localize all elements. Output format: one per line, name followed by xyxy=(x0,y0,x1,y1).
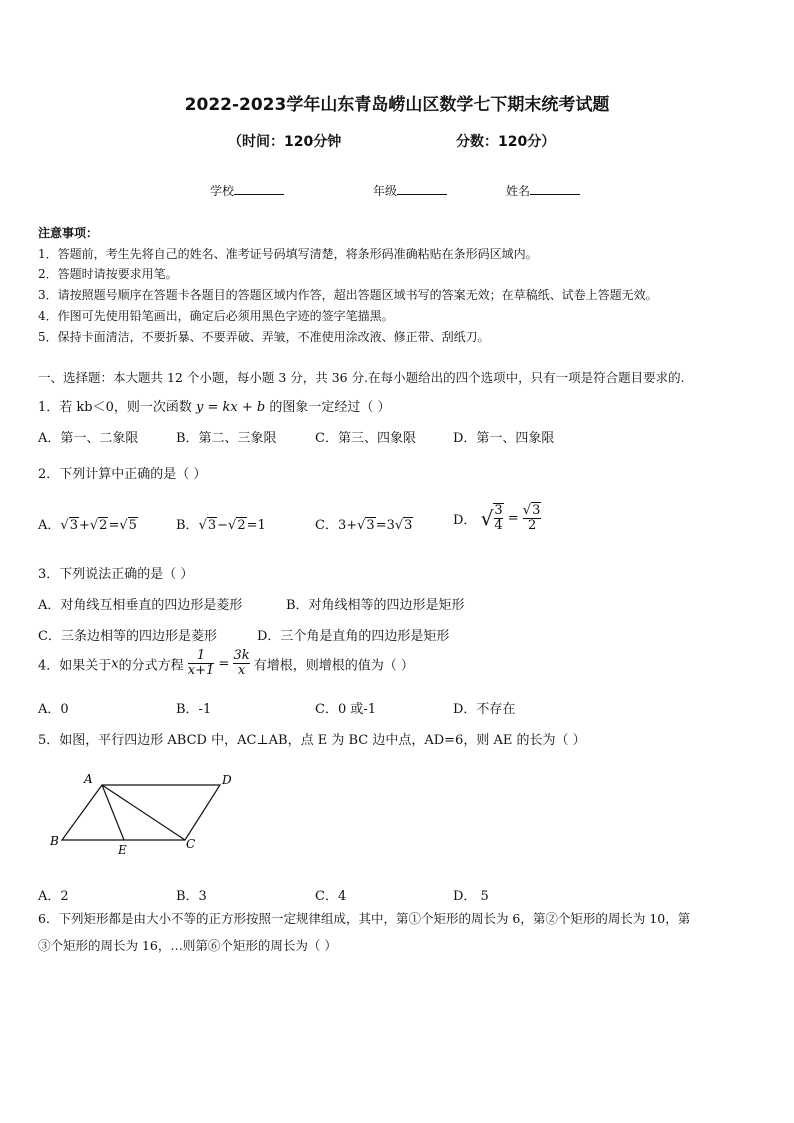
label-b: B xyxy=(50,834,59,848)
q3-option-d[interactable]: D．三个角是直角的四边形是矩形 xyxy=(257,629,450,644)
q1-formula: y = kx + b xyxy=(196,400,266,415)
question-6-line2: ③个矩形的周长为 16，…则第⑥个矩形的周长为（ ） xyxy=(38,938,337,953)
q1-option-a[interactable]: A．第一、二象限 xyxy=(38,431,139,446)
q4-fraction-right: $\frac{3k}{x}$ xyxy=(233,648,250,679)
q2-option-b[interactable]: B．√3−√2=1 xyxy=(176,518,266,533)
q4-option-b[interactable]: B．-1 xyxy=(176,702,212,717)
diagonal-ac xyxy=(102,785,185,840)
q2-option-a[interactable]: A．√3+√2=√5 xyxy=(38,518,137,533)
note-item: 3．请按照题号顺序在答题卡各题目的答题区域内作答，超出答题区域书写的答案无效；在草稿纸、试卷上答题无效。 xyxy=(38,288,658,302)
q3-option-a[interactable]: A．对角线互相垂直的四边形是菱形 xyxy=(38,598,243,613)
notes-heading: 注意事项： xyxy=(38,226,99,240)
q3-option-b[interactable]: B．对角线相等的四边形是矩形 xyxy=(286,598,465,613)
exam-title: 2022-2023学年山东青岛崂山区数学七下期末统考试题 xyxy=(184,95,610,115)
section-heading: 一、选择题：本大题共 12 个小题，每小题 3 分，共 36 分.在每小题给出的四个选项中，只有一项是符合题目要求的. xyxy=(38,370,685,385)
school-blank[interactable] xyxy=(234,182,284,195)
school-label: 学校 xyxy=(210,184,235,198)
q5-option-a[interactable]: A．2 xyxy=(38,889,69,904)
q2-d-result: $\frac{√3}{2}$ xyxy=(522,502,541,533)
q1-option-c[interactable]: C．第三、四象限 xyxy=(315,431,416,446)
q5-option-d[interactable]: D． 5 xyxy=(453,889,489,904)
question-4-stem: 4．如果关于x的分式方程 $\frac{1}{x+1}$ = $\frac{3k}{x}$ 有增根，则增根的值为（ ） xyxy=(38,648,414,679)
question-2-stem: 2．下列计算中正确的是（ ） xyxy=(38,467,207,482)
name-blank[interactable] xyxy=(530,182,580,195)
question-5-stem: 5．如图，平行四边形 ABCD 中，AC⊥AB，点 E 为 BC 边中点，AD=6，则 AE 的长为（ ） xyxy=(38,733,586,748)
school-field[interactable] xyxy=(210,182,284,199)
q2-option-d[interactable]: D． √ $\frac{3}{4}$ = $\frac{√3}{2}$ xyxy=(453,502,541,534)
question-1-stem: 1．若 kb＜0，则一次函数 y = kx + b 的图象一定经过（ ） xyxy=(38,400,391,415)
q4-option-c[interactable]: C．0 或-1 xyxy=(315,702,377,717)
q4-option-a[interactable]: A．0 xyxy=(38,702,69,717)
segment-ae xyxy=(102,785,124,840)
exam-score: 分数：120分） xyxy=(456,134,556,150)
q1-option-b[interactable]: B．第二、三象限 xyxy=(176,431,277,446)
q3-option-c[interactable]: C．三条边相等的四边形是菱形 xyxy=(38,629,217,644)
q2-d-fraction: $\frac{3}{4}$ xyxy=(494,503,503,534)
parallelogram-abcd xyxy=(62,785,220,840)
label-e: E xyxy=(118,843,127,857)
label-c: C xyxy=(186,837,196,851)
grade-field[interactable] xyxy=(373,182,447,199)
q1-option-d[interactable]: D．第一、四象限 xyxy=(453,431,555,446)
q5-option-c[interactable]: C．4 xyxy=(315,889,347,904)
name-field[interactable] xyxy=(506,182,580,199)
name-label: 姓名 xyxy=(506,184,531,198)
label-d: D xyxy=(222,773,232,787)
question-3-stem: 3．下列说法正确的是（ ） xyxy=(38,567,194,582)
grade-blank[interactable] xyxy=(397,182,447,195)
exam-time: （时间：120分钟 xyxy=(228,134,342,150)
q2-option-c[interactable]: C．3+√3=3√3 xyxy=(315,518,413,533)
note-item: 1．答题前，考生先将自己的姓名、准考证号码填写清楚，将条形码准确粘贴在条形码区域内。 xyxy=(38,247,538,261)
parallelogram-figure xyxy=(40,770,240,860)
note-item: 5．保持卡面清洁，不要折暴、不要弄破、弄皱，不准使用涂改液、修正带、刮纸刀。 xyxy=(38,330,490,344)
grade-label: 年级 xyxy=(373,184,398,198)
note-item: 2．答题时请按要求用笔。 xyxy=(38,267,178,281)
q4-option-d[interactable]: D．不存在 xyxy=(453,702,516,717)
question-6-line1: 6．下列矩形都是由大小不等的正方形按照一定规律组成，其中，第①个矩形的周长为 6，第②个矩形的周长为 10，第 xyxy=(38,911,691,926)
label-a: A xyxy=(84,772,93,786)
note-item: 4．作图可先使用铅笔画出，确定后必须用黑色字迹的签字笔描黑。 xyxy=(38,309,394,323)
q5-option-b[interactable]: B．3 xyxy=(176,889,207,904)
q4-fraction-left: $\frac{1}{x+1}$ xyxy=(187,648,215,679)
